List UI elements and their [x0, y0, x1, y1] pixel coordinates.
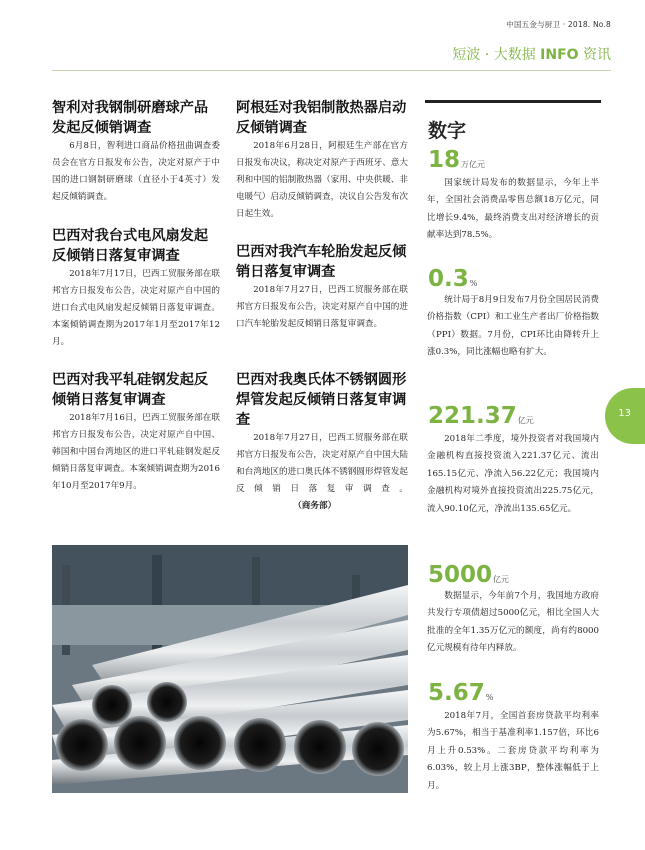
article-title: 巴西对我台式电风扇发起反倾销日落复审调查 [52, 228, 209, 264]
article-col-left-2 [52, 226, 220, 351]
figure-text: 国家统计局发布的数据显示，今年上半年，全国社会消费品零售总额18万亿元，同比增长9.4%，最终消费支出对经济增长的贡献率达到78.5%。 [427, 178, 599, 241]
figure-unit: % [485, 693, 494, 702]
figure-value: 5.67% [428, 680, 494, 706]
article-title: 巴西对我平轧硅钢发起反倾销日落复审调查 [52, 372, 209, 408]
header-divider [52, 70, 611, 71]
article-title: 巴西对我奥氏体不锈钢圆形焊管发起反倾销日落复审调查 [236, 372, 407, 428]
article-col-mid-3 [236, 370, 408, 515]
article-title: 智利对我钢制研磨球产品发起反倾销调查 [52, 100, 209, 136]
article-body: 2018年7月27日，巴西工贸服务部在联邦官方日报发布公告，决定对原产自中国的进口汽车轮胎发起反倾销日落复审调查。 [236, 285, 408, 329]
stainless-steel-pipes-photo [52, 545, 408, 793]
figure-value: 18万亿元 [428, 147, 486, 173]
figure-text: 数据显示，今年前7个月，我国地方政府共发行专项债超过5000亿元，相比全国人大批准的全年1.35万亿元的额度，尚有约8000亿元规模有待年内释放。 [427, 591, 599, 654]
figure-text: 统计局于8月9日发布7月份全国居民消费价格指数（CPI）和工业生产者出厂价格指数（PPI）数据。7月份，CPI环比由降转升上涨0.3%，同比涨幅也略有扩大。 [427, 295, 599, 358]
article-body: 6月8日，智利进口商品价格扭曲调查委员会在官方日报发布公告，决定对原产于中国的进口钢制研磨球（直径小于4英寸）发起反倾销调查。 [52, 141, 220, 202]
magazine-issue: 中国五金与厨卫 · 2018. No.8 [506, 20, 611, 29]
article-col-left-3 [52, 370, 220, 495]
figure-unit: % [469, 279, 478, 288]
figure-unit: 亿元 [493, 575, 510, 584]
page-number: 13 [618, 408, 631, 419]
section-header [452, 44, 611, 64]
article-body-text: 2018年7月27日，巴西工贸服务部在联邦官方日报发布公告，决定对原产自中国大陆和台湾地区的进口奥氏体不锈钢圆形焊管发起反倾销日落复审调查。 [236, 433, 408, 494]
article-title: 巴西对我汽车轮胎发起反倾销日落复审调查 [236, 244, 407, 280]
article-source: （商务部） [293, 501, 337, 511]
section-en: INFO [540, 47, 579, 63]
article-col-mid-2 [236, 242, 408, 333]
figure-text: 2018年二季度，境外投资者对我国境内金融机构直接投资流入221.37亿元、流出165.15亿元、净流入56.22亿元；我国境内金融机构对境外直接投资流出225.75亿元，流入90.10亿元，净流出135.65亿元。 [427, 434, 599, 514]
article-body: 2018年7月16日，巴西工贸服务部在联邦官方日报发布公告，决定对原产自中国、韩国和中国台湾地区的进口平轧硅钢发起反倾销日落复审调查。本案倾销调查期为2016年10月至2017年9月。 [52, 413, 220, 491]
numbers-section-title: 数字 [428, 120, 467, 142]
section-cn: 资讯 [578, 47, 611, 63]
numbers-section-bar [425, 100, 601, 103]
article-body [236, 430, 408, 515]
article-body: 2018年7月17日，巴西工贸服务部在联邦官方日报发布公告，决定对原产自中国的进口台式电风扇发起反倾销日落复审调查。本案倾销调查期为2017年1月至2017年12月。 [52, 269, 220, 347]
figure-unit: 万亿元 [461, 160, 486, 169]
article-col-mid-1 [236, 98, 408, 223]
section-prefix: 短波 · 大数据 [452, 47, 541, 63]
figure-value: 5000亿元 [428, 562, 510, 588]
figure-unit: 亿元 [517, 416, 534, 425]
article-body: 2018年6月28日，阿根廷生产部在官方日报发布决议，称决定对原产于西班牙、意大利和中国的铝制散热器（家用、中央供暖、非电暖气）启动反倾销调查，决议自公告发布次日起生效。 [236, 141, 408, 219]
article-col-left-1 [52, 98, 220, 206]
article-title: 阿根廷对我铝制散热器启动反倾销调查 [236, 100, 407, 136]
figure-value: 0.3% [428, 266, 478, 292]
figure-text: 2018年7月，全国首套房贷款平均利率为5.67%，相当于基准利率1.157倍，环比6月上升0.53%。二套房贷款平均利率为6.03%，较上月上涨3BP，整体涨幅低于上月。 [427, 711, 599, 791]
figure-value: 221.37亿元 [428, 403, 534, 429]
